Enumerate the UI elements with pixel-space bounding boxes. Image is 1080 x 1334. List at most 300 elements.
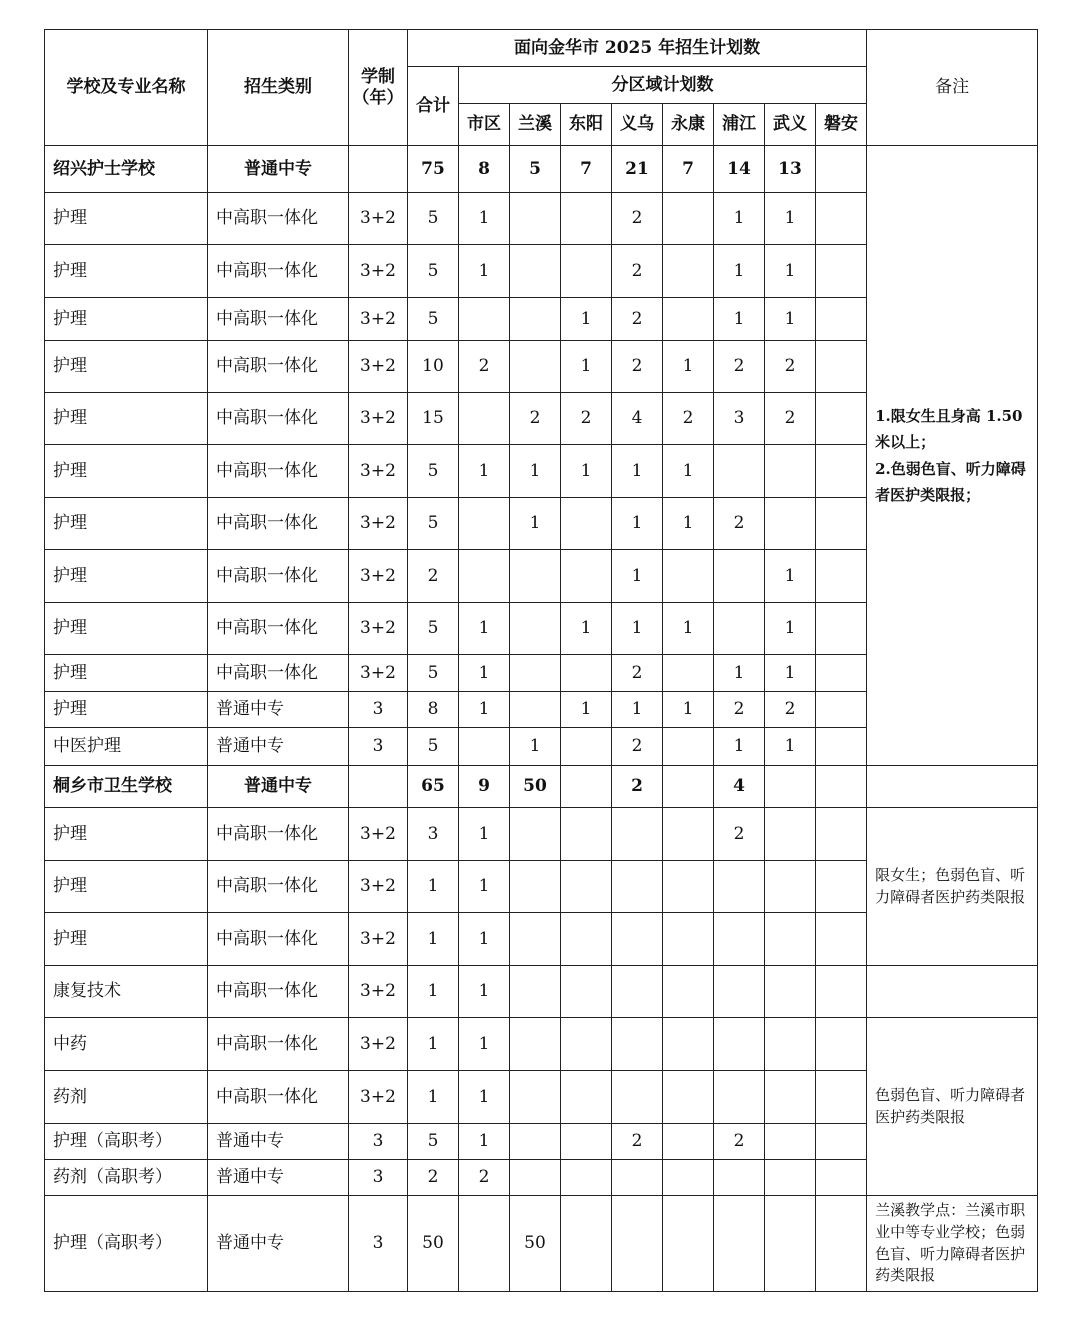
region-count [561, 193, 612, 245]
region-count: 14 [714, 146, 765, 193]
region-count: 1 [765, 193, 816, 245]
region-count [663, 245, 714, 298]
category: 中高职一体化 [208, 1071, 349, 1124]
header-region: 永康 [663, 104, 714, 146]
region-count [510, 913, 561, 966]
region-count [663, 655, 714, 692]
region-count: 1 [663, 341, 714, 393]
region-count [816, 146, 867, 193]
region-count: 1 [612, 692, 663, 728]
region-count [561, 861, 612, 913]
major-name: 药剂 [45, 1071, 208, 1124]
region-count [765, 1071, 816, 1124]
region-count [663, 966, 714, 1018]
region-count [765, 913, 816, 966]
table-row [45, 1018, 1038, 1071]
remark-shaoxing: 1.限女生且身高 1.50 米以上； 2.色弱色盲、听力障碍者医护类限报； [867, 146, 1038, 766]
region-count [765, 1018, 816, 1071]
region-count [816, 341, 867, 393]
region-count [510, 1018, 561, 1071]
category: 普通中专 [208, 1124, 349, 1160]
total: 1 [408, 861, 459, 913]
region-count [459, 728, 510, 766]
duration: 3+2 [349, 298, 408, 341]
region-count: 1 [663, 603, 714, 655]
remark-lanxi: 兰溪教学点：兰溪市职业中等专业学校；色弱色盲、听力障碍者医护药类限报 [867, 1196, 1038, 1292]
total: 1 [408, 1018, 459, 1071]
major-name: 护理 [45, 861, 208, 913]
category: 中高职一体化 [208, 913, 349, 966]
region-count: 1 [561, 298, 612, 341]
header-region: 市区 [459, 104, 510, 146]
region-count [510, 603, 561, 655]
region-count: 7 [561, 146, 612, 193]
region-count [816, 393, 867, 445]
region-count: 1 [714, 655, 765, 692]
region-count: 1 [459, 1018, 510, 1071]
region-count [510, 1160, 561, 1196]
category: 普通中专 [208, 728, 349, 766]
region-count [714, 1160, 765, 1196]
region-count [714, 550, 765, 603]
total: 75 [408, 146, 459, 193]
region-count: 50 [510, 766, 561, 808]
region-count: 1 [459, 193, 510, 245]
major-name: 护理 [45, 341, 208, 393]
region-count [561, 766, 612, 808]
region-count [663, 193, 714, 245]
header-school: 学校及专业名称 [45, 30, 208, 146]
duration: 3+2 [349, 1071, 408, 1124]
region-count [561, 245, 612, 298]
total: 15 [408, 393, 459, 445]
category: 中高职一体化 [208, 393, 349, 445]
region-count [612, 1196, 663, 1292]
region-count [663, 1160, 714, 1196]
category: 中高职一体化 [208, 445, 349, 498]
duration: 3+2 [349, 498, 408, 550]
category: 中高职一体化 [208, 603, 349, 655]
total: 5 [408, 1124, 459, 1160]
duration: 3+2 [349, 341, 408, 393]
table-row [45, 808, 1038, 861]
region-count [510, 966, 561, 1018]
region-count [663, 1071, 714, 1124]
region-count [765, 766, 816, 808]
region-count [561, 550, 612, 603]
region-count [510, 655, 561, 692]
region-count [612, 1071, 663, 1124]
region-count: 2 [459, 1160, 510, 1196]
region-count: 2 [459, 341, 510, 393]
region-count: 1 [714, 298, 765, 341]
region-count: 1 [612, 445, 663, 498]
region-count [663, 808, 714, 861]
duration: 3+2 [349, 1018, 408, 1071]
region-count [816, 728, 867, 766]
region-count [510, 808, 561, 861]
region-count: 5 [510, 146, 561, 193]
category: 中高职一体化 [208, 861, 349, 913]
region-count [714, 1196, 765, 1292]
region-count: 1 [765, 655, 816, 692]
region-count [816, 298, 867, 341]
remark-empty [867, 766, 1038, 808]
major-name: 护理（高职考） [45, 1196, 208, 1292]
total: 65 [408, 766, 459, 808]
duration: 3+2 [349, 655, 408, 692]
category: 中高职一体化 [208, 966, 349, 1018]
total: 3 [408, 808, 459, 861]
duration: 3 [349, 1124, 408, 1160]
major-name: 中医护理 [45, 728, 208, 766]
region-count [561, 1071, 612, 1124]
region-count: 2 [612, 298, 663, 341]
region-count [510, 692, 561, 728]
region-count [663, 298, 714, 341]
region-count [663, 1124, 714, 1160]
region-count: 21 [612, 146, 663, 193]
region-count: 1 [714, 193, 765, 245]
region-count [765, 498, 816, 550]
category: 中高职一体化 [208, 1018, 349, 1071]
region-count [816, 1160, 867, 1196]
region-count: 1 [510, 498, 561, 550]
region-count: 1 [714, 245, 765, 298]
category: 中高职一体化 [208, 298, 349, 341]
region-count: 1 [561, 341, 612, 393]
region-count: 1 [663, 692, 714, 728]
region-count [459, 298, 510, 341]
region-count [816, 766, 867, 808]
region-count [561, 1160, 612, 1196]
region-count: 1 [765, 603, 816, 655]
region-count: 2 [765, 341, 816, 393]
region-count [765, 861, 816, 913]
region-count [561, 728, 612, 766]
region-count [510, 341, 561, 393]
region-count: 1 [459, 655, 510, 692]
region-count [663, 550, 714, 603]
region-count: 7 [663, 146, 714, 193]
duration: 3+2 [349, 245, 408, 298]
region-count [714, 861, 765, 913]
region-count: 1 [765, 728, 816, 766]
region-count: 1 [765, 550, 816, 603]
region-count [510, 245, 561, 298]
region-count: 2 [612, 245, 663, 298]
school-row [45, 146, 1038, 193]
category: 普通中专 [208, 1160, 349, 1196]
category: 普通中专 [208, 692, 349, 728]
region-count [714, 913, 765, 966]
duration: 3 [349, 1196, 408, 1292]
total: 5 [408, 298, 459, 341]
region-count [816, 913, 867, 966]
region-count: 1 [459, 1071, 510, 1124]
region-count [510, 1071, 561, 1124]
region-count [663, 1196, 714, 1292]
region-count: 1 [765, 298, 816, 341]
major-name: 护理 [45, 913, 208, 966]
region-count: 50 [510, 1196, 561, 1292]
school-name: 桐乡市卫生学校 [45, 766, 208, 808]
major-name: 护理 [45, 245, 208, 298]
region-count [561, 808, 612, 861]
total: 5 [408, 728, 459, 766]
region-count: 1 [459, 603, 510, 655]
remark-empty [867, 966, 1038, 1018]
major-name: 护理 [45, 445, 208, 498]
header-region: 磐安 [816, 104, 867, 146]
duration: 3 [349, 728, 408, 766]
total: 2 [408, 1160, 459, 1196]
region-count: 1 [459, 808, 510, 861]
region-count [561, 1018, 612, 1071]
header-region: 浦江 [714, 104, 765, 146]
duration: 3+2 [349, 603, 408, 655]
region-count [765, 808, 816, 861]
category: 中高职一体化 [208, 550, 349, 603]
category: 中高职一体化 [208, 341, 349, 393]
region-count: 2 [714, 498, 765, 550]
region-count: 1 [459, 1124, 510, 1160]
region-count [561, 1196, 612, 1292]
region-count [816, 245, 867, 298]
major-name: 护理 [45, 655, 208, 692]
duration: 3+2 [349, 193, 408, 245]
major-name: 护理 [45, 393, 208, 445]
region-count: 2 [663, 393, 714, 445]
region-count: 2 [612, 341, 663, 393]
region-count [612, 966, 663, 1018]
category: 中高职一体化 [208, 808, 349, 861]
region-count [612, 808, 663, 861]
region-count: 1 [561, 603, 612, 655]
region-count: 13 [765, 146, 816, 193]
major-name: 护理 [45, 298, 208, 341]
region-count [816, 1196, 867, 1292]
region-count: 1 [612, 550, 663, 603]
remark-tongxiang-nursing: 限女生；色弱色盲、听力障碍者医护药类限报 [867, 808, 1038, 966]
region-count [765, 1196, 816, 1292]
enrollment-plan-table [44, 29, 1038, 1292]
region-count: 1 [459, 913, 510, 966]
total: 50 [408, 1196, 459, 1292]
major-name: 护理 [45, 498, 208, 550]
table-row [45, 1196, 1038, 1292]
duration: 3+2 [349, 445, 408, 498]
major-name: 药剂（高职考） [45, 1160, 208, 1196]
region-count: 1 [459, 692, 510, 728]
region-count: 2 [561, 393, 612, 445]
region-count [561, 913, 612, 966]
total: 8 [408, 692, 459, 728]
duration: 3 [349, 1160, 408, 1196]
region-count: 2 [714, 808, 765, 861]
region-count: 2 [612, 655, 663, 692]
region-count [561, 966, 612, 1018]
region-count [459, 393, 510, 445]
total: 5 [408, 445, 459, 498]
total: 10 [408, 341, 459, 393]
major-name: 护理 [45, 550, 208, 603]
region-count: 2 [714, 692, 765, 728]
header-total: 合计 [408, 67, 459, 146]
region-count [765, 1160, 816, 1196]
region-count [510, 193, 561, 245]
duration: 3+2 [349, 913, 408, 966]
region-count: 1 [459, 245, 510, 298]
region-count [816, 193, 867, 245]
total: 1 [408, 966, 459, 1018]
region-count: 1 [765, 245, 816, 298]
total: 1 [408, 1071, 459, 1124]
region-count [816, 861, 867, 913]
major-name: 护理（高职考） [45, 1124, 208, 1160]
region-count [459, 550, 510, 603]
duration: 3+2 [349, 393, 408, 445]
region-count: 2 [612, 193, 663, 245]
region-count: 3 [714, 393, 765, 445]
total: 2 [408, 550, 459, 603]
total: 5 [408, 245, 459, 298]
header-remark: 备注 [867, 30, 1038, 146]
region-count [816, 445, 867, 498]
category: 普通中专 [208, 146, 349, 193]
duration: 3 [349, 692, 408, 728]
region-count [663, 766, 714, 808]
region-count [459, 498, 510, 550]
region-count [816, 1071, 867, 1124]
category: 中高职一体化 [208, 193, 349, 245]
region-count [714, 1018, 765, 1071]
region-count [561, 498, 612, 550]
region-count: 4 [714, 766, 765, 808]
region-count [459, 1196, 510, 1292]
duration: 3+2 [349, 966, 408, 1018]
region-count [714, 1071, 765, 1124]
header-region-title: 分区域计划数 [459, 67, 867, 104]
region-count: 2 [510, 393, 561, 445]
region-count [765, 966, 816, 1018]
major-name: 护理 [45, 193, 208, 245]
region-count [612, 1160, 663, 1196]
region-count: 1 [510, 728, 561, 766]
region-count: 2 [612, 728, 663, 766]
region-count [663, 728, 714, 766]
region-count: 1 [459, 966, 510, 1018]
header-category: 招生类别 [208, 30, 349, 146]
category: 普通中专 [208, 766, 349, 808]
header-region: 东阳 [561, 104, 612, 146]
region-count [663, 861, 714, 913]
header-region: 义乌 [612, 104, 663, 146]
region-count [510, 550, 561, 603]
region-count: 1 [459, 861, 510, 913]
region-count [816, 1124, 867, 1160]
total: 5 [408, 498, 459, 550]
region-count [816, 603, 867, 655]
school-name: 绍兴护士学校 [45, 146, 208, 193]
region-count: 8 [459, 146, 510, 193]
region-count [816, 966, 867, 1018]
major-name: 康复技术 [45, 966, 208, 1018]
region-count: 2 [612, 766, 663, 808]
region-count: 1 [561, 445, 612, 498]
duration [349, 766, 408, 808]
region-count [612, 861, 663, 913]
region-count [816, 1018, 867, 1071]
category: 中高职一体化 [208, 245, 349, 298]
region-count: 1 [612, 498, 663, 550]
major-name: 护理 [45, 603, 208, 655]
region-count: 2 [714, 341, 765, 393]
region-count [663, 913, 714, 966]
region-count [816, 498, 867, 550]
total: 5 [408, 603, 459, 655]
header-region: 兰溪 [510, 104, 561, 146]
category: 中高职一体化 [208, 655, 349, 692]
region-count [561, 1124, 612, 1160]
header-plan-title: 面向金华市 2025 年招生计划数 [408, 30, 867, 67]
region-count: 4 [612, 393, 663, 445]
region-count: 9 [459, 766, 510, 808]
region-count [816, 692, 867, 728]
region-count: 2 [714, 1124, 765, 1160]
region-count [714, 603, 765, 655]
major-name: 护理 [45, 808, 208, 861]
region-count [510, 298, 561, 341]
category: 普通中专 [208, 1196, 349, 1292]
major-name: 护理 [45, 692, 208, 728]
total: 1 [408, 913, 459, 966]
remark-tongxiang-pharm: 色弱色盲、听力障碍者医护药类限报 [867, 1018, 1038, 1196]
region-count: 1 [561, 692, 612, 728]
region-count: 1 [510, 445, 561, 498]
major-name: 中药 [45, 1018, 208, 1071]
header-region: 武义 [765, 104, 816, 146]
total: 5 [408, 655, 459, 692]
school-row [45, 766, 1038, 808]
region-count [561, 655, 612, 692]
region-count [765, 445, 816, 498]
region-count [612, 1018, 663, 1071]
region-count [816, 550, 867, 603]
region-count [714, 445, 765, 498]
region-count: 1 [663, 445, 714, 498]
total: 5 [408, 193, 459, 245]
region-count [816, 655, 867, 692]
region-count: 1 [612, 603, 663, 655]
region-count: 2 [612, 1124, 663, 1160]
region-count [510, 861, 561, 913]
region-count: 2 [765, 393, 816, 445]
region-count [510, 1124, 561, 1160]
header-duration: 学制（年） [349, 30, 408, 146]
duration: 3+2 [349, 550, 408, 603]
region-count: 1 [714, 728, 765, 766]
region-count [765, 1124, 816, 1160]
region-count: 1 [663, 498, 714, 550]
region-count [663, 1018, 714, 1071]
category: 中高职一体化 [208, 498, 349, 550]
duration: 3+2 [349, 808, 408, 861]
region-count [612, 913, 663, 966]
region-count: 1 [459, 445, 510, 498]
region-count: 2 [765, 692, 816, 728]
region-count [714, 966, 765, 1018]
